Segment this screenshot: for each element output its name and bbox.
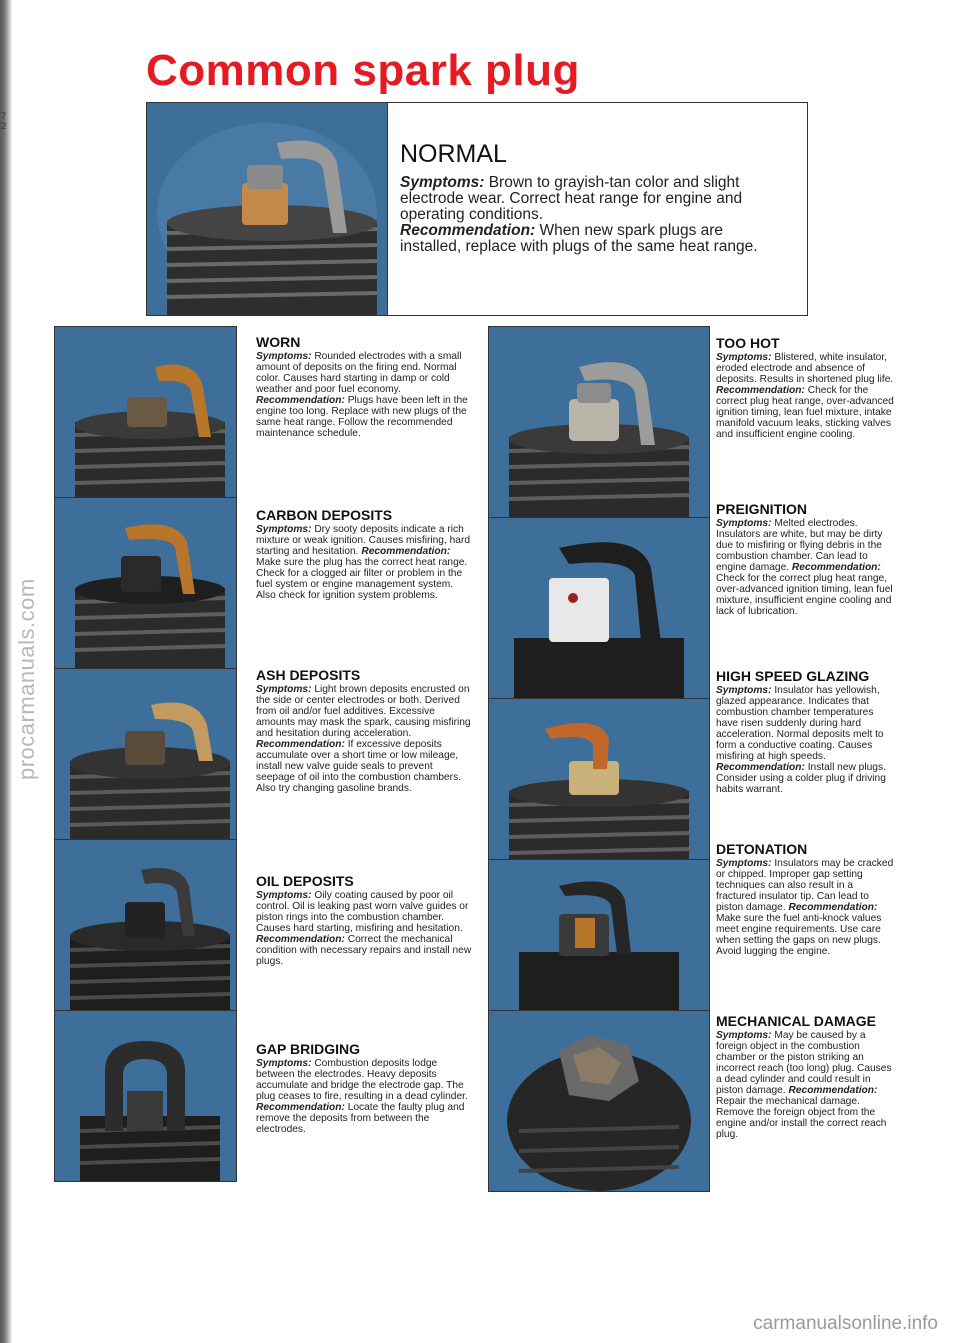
symptoms-label: Symptoms: <box>716 858 772 869</box>
condition-recommendation: Repair the mechanical damage. Remove the foreign object from the engine and/or install the correct reach plug. <box>716 1096 887 1140</box>
photo-mechanical-damage <box>488 1010 710 1192</box>
condition-worn <box>256 335 474 439</box>
condition-title: GAP BRIDGING <box>256 1041 360 1057</box>
condition-oil-deposits <box>256 874 474 967</box>
condition-too-hot <box>716 336 894 440</box>
condition-body <box>716 1030 894 1140</box>
condition-symptoms: Melted electrodes. Insulators are white, but may be dirty due to misfiring or flying debris in the combustion chamber. Can lead to engine damage. <box>716 518 883 573</box>
condition-symptoms: Insulators may be cracked or chipped. Improper gap setting techniques can also result in a fractured insulator tip. Can lead to piston damage. <box>716 858 894 913</box>
watermark-left: procarmanuals.com <box>14 578 39 780</box>
recommendation-label: Recommendation: <box>788 902 878 913</box>
condition-title: ASH DEPOSITS <box>256 667 361 683</box>
symptoms-label: Symptoms: <box>256 684 312 695</box>
condition-body <box>256 1058 474 1135</box>
condition-title: OIL DEPOSITS <box>256 873 354 889</box>
condition-detonation <box>716 842 894 957</box>
symptoms-label: Symptoms: <box>716 1030 772 1041</box>
condition-title: HIGH SPEED GLAZING <box>716 668 870 684</box>
condition-title: TOO HOT <box>716 335 780 351</box>
condition-symptoms: May be caused by a foreign object in the combustion chamber or the piston striking an incorrect reach (too long) plug. Causes a dead cylinder and could result in piston damage. <box>716 1030 892 1096</box>
condition-recommendation: Make sure the fuel anti-knock values meet engine requirements. Use care when setting the gaps on new plugs. Avoid lugging the engine. <box>716 913 882 957</box>
condition-preignition <box>716 502 894 617</box>
photo-high-speed-glazing <box>488 698 710 860</box>
recommendation-label: Recommendation: <box>716 762 805 773</box>
photo-too-hot <box>488 326 710 518</box>
recommendation-label: Recommendation: <box>256 739 345 750</box>
page-binding-edge <box>0 0 12 1343</box>
photo-oil-deposits <box>54 839 237 1011</box>
condition-symptoms: Combustion deposits lodge between the electrodes. Heavy deposits accumulate and bridge the electrode gap. The plug ceases to fire, resulting in a dead cylinder. <box>256 1058 468 1102</box>
condition-body <box>256 524 474 601</box>
recommendation-label: Recommendation: <box>400 222 536 239</box>
condition-body <box>716 858 894 957</box>
condition-recommendation: If excessive deposits accumulate over a short time or low mileage, install new valve guide seals to prevent seepage of oil into the combustion chambers. Also try changing gasoline brands. <box>256 739 462 794</box>
condition-body <box>256 684 474 794</box>
page-title: Common spark plug <box>146 46 580 95</box>
normal-description <box>400 140 785 255</box>
condition-recommendation: Check for the correct plug heat range, over-advanced ignition timing, lean fuel mixture, intake manifold vacuum leaks, sticking valves and insufficient engine cooling. <box>716 385 894 440</box>
photo-normal <box>146 102 388 316</box>
symptoms-label: Symptoms: <box>256 351 312 362</box>
recommendation-label: Recommendation: <box>791 562 881 573</box>
condition-recommendation: Correct the mechanical condition with necessary repairs and install new plugs. <box>256 934 472 967</box>
condition-symptoms: Oily coating caused by poor oil control. Oil is leaking past worn valve guides or piston rings into the combustion chamber. Causes hard starting, misfiring and hesitation. <box>256 890 469 934</box>
symptoms-label: Symptoms: <box>256 524 312 535</box>
condition-body <box>256 351 474 439</box>
condition-high-speed-glazing <box>716 669 894 795</box>
condition-mechanical-damage <box>716 1014 894 1140</box>
normal-symptoms: Brown to grayish-tan color and slight electrode wear. Correct heat range for engine and operating conditions. <box>400 174 743 223</box>
recommendation-label: Recommendation: <box>256 1102 345 1113</box>
margin-mark: 7 <box>1 111 7 121</box>
condition-title: CARBON DEPOSITS <box>256 507 393 523</box>
photo-detonation <box>488 859 710 1011</box>
condition-symptoms: Light brown deposits encrusted on the side or center electrodes or both. Derived from oil and/or fuel additives. Excessive amounts may mask the spark, causing misfiring and hesitation during acceleration. <box>256 684 471 739</box>
symptoms-label: Symptoms: <box>256 890 312 901</box>
symptoms-label: Symptoms: <box>716 518 772 529</box>
condition-symptoms: Insulator has yellowish, glazed appearance. Indicates that combustion chamber temperatures have risen suddenly during hard acceleration. Normal deposits melt to form a conductive coating. Causes misfiring at high speeds. <box>716 685 884 762</box>
condition-carbon-deposits <box>256 508 474 601</box>
photo-ash-deposits <box>54 668 237 840</box>
recommendation-label: Recommendation: <box>256 934 345 945</box>
condition-symptoms: Blistered, white insulator, eroded electrode and absence of deposits. Results in shortened plug life. <box>716 352 894 385</box>
condition-ash-deposits <box>256 668 474 794</box>
condition-body <box>256 890 474 967</box>
condition-body <box>716 518 894 617</box>
recommendation-label: Recommendation: <box>361 546 451 557</box>
condition-recommendation: Check for the correct plug heat range, over-advanced ignition timing, lean fuel mixture, insufficient engine cooling and lack of lubrication. <box>716 573 893 617</box>
symptoms-label: Symptoms: <box>400 174 485 191</box>
condition-body <box>716 352 894 440</box>
photo-carbon-deposits <box>54 497 237 669</box>
condition-symptoms: Dry sooty deposits indicate a rich mixture or weak ignition. Causes misfiring, hard starting and hesitation. <box>256 524 471 557</box>
normal-title: NORMAL <box>400 140 507 168</box>
watermark-bottom: carmanualsonline.info <box>753 1313 938 1334</box>
condition-title: WORN <box>256 334 301 350</box>
condition-gap-bridging <box>256 1042 474 1135</box>
photo-preignition <box>488 517 710 699</box>
condition-symptoms: Rounded electrodes with a small amount of deposits on the firing end. Normal color. Causes hard starting in damp or cold weather and poor fuel economy. <box>256 351 462 395</box>
symptoms-label: Symptoms: <box>256 1058 312 1069</box>
recommendation-label: Recommendation: <box>716 385 805 396</box>
condition-title: PREIGNITION <box>716 501 808 517</box>
condition-recommendation: Plugs have been left in the engine too long. Replace with new plugs of the same heat range. Follow the recommended maintenance schedule. <box>256 395 468 439</box>
symptoms-label: Symptoms: <box>716 685 772 696</box>
condition-recommendation: Make sure the plug has the correct heat range. Check for a clogged air filter or problem in the fuel system or engine management system. Also check for ignition system problems. <box>256 557 468 601</box>
margin-mark: 2 <box>1 121 7 131</box>
condition-recommendation: Install new plugs. Consider using a colder plug if driving habits warrant. <box>716 762 886 795</box>
condition-title: MECHANICAL DAMAGE <box>716 1013 876 1029</box>
recommendation-label: Recommendation: <box>256 395 345 406</box>
recommendation-label: Recommendation: <box>788 1085 878 1096</box>
photo-worn <box>54 326 237 498</box>
normal-recommendation: When new spark plugs are installed, replace with plugs of the same heat range. <box>400 222 758 255</box>
photo-gap-bridging <box>54 1010 237 1182</box>
condition-title: DETONATION <box>716 841 808 857</box>
symptoms-label: Symptoms: <box>716 352 772 363</box>
condition-recommendation: Locate the faulty plug and remove the deposits from between the electrodes. <box>256 1102 465 1135</box>
normal-body <box>400 175 785 255</box>
condition-body <box>716 685 894 795</box>
